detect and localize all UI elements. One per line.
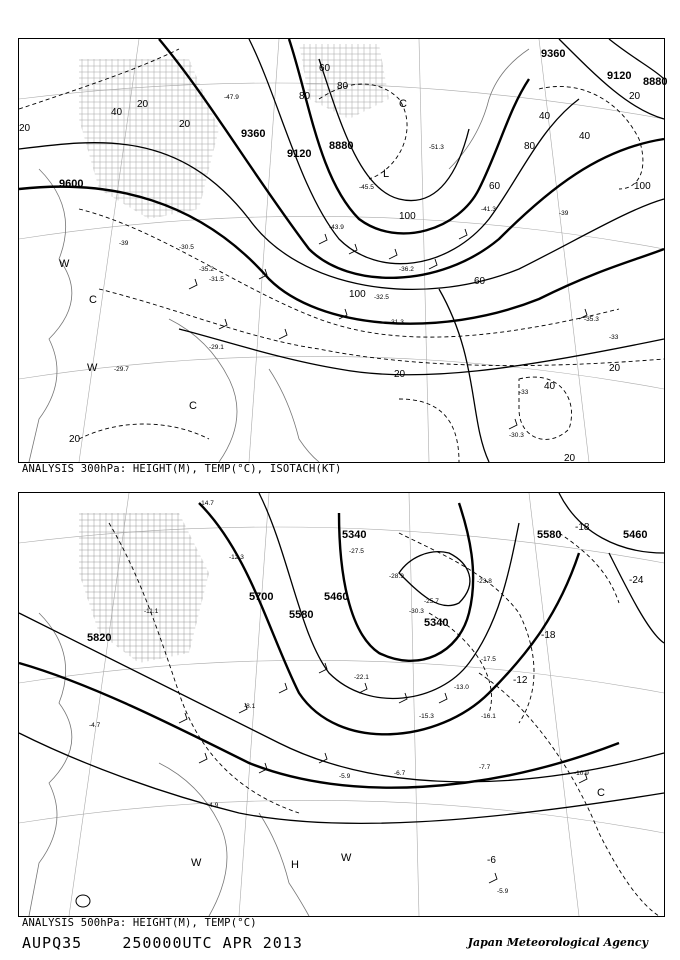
height-label: 9360 [541,48,566,60]
map-300hpa-svg [19,39,668,464]
isotach-label: 20 [629,91,641,102]
height-label: 5340 [342,529,367,541]
high-center-marker: H [291,859,299,871]
low-center-marker: L [383,168,390,180]
temp-label: -47.9 [224,94,239,101]
height-label: 5700 [249,591,274,603]
height-label: 5460 [324,591,349,603]
temp-label: -14.7 [199,500,214,507]
warm-center-marker: W [59,258,70,270]
caption-500hpa: ANALYSIS 500hPa: HEIGHT(M), TEMP(°C) [22,917,257,929]
temp-label: -5.9 [497,888,509,895]
temp-label: -43.9 [329,224,344,231]
isotach-label: 60 [319,63,331,74]
temp-label: -35.2 [199,266,214,273]
isotach-label: 20 [19,123,31,134]
isotach-label: 80 [299,91,311,102]
map-500hpa [18,492,665,917]
isotherm-label: -18 [575,522,590,533]
height-label: 8880 [643,76,668,88]
isotach-label: 20 [137,99,149,110]
temp-label: -15.3 [419,713,434,720]
temp-label: -16.1 [481,713,496,720]
temp-label: -23.8 [477,578,492,585]
temp-label: -30.3 [509,432,524,439]
isotach-label: 100 [349,289,366,300]
isotach-label: 40 [579,131,591,142]
temp-label: -31.5 [209,276,224,283]
isotach-label: 80 [337,81,349,92]
temp-label: -36.2 [399,266,414,273]
temp-label: -4.9 [207,802,219,809]
map-500hpa-svg [19,493,664,916]
temp-label: -41.3 [481,206,496,213]
temp-label: -29.7 [114,366,129,373]
agency-name: Japan Meteorological Agency [467,936,648,949]
isotach-label: 40 [111,107,123,118]
height-label: 9360 [241,128,266,140]
isotherm-label: -24 [629,575,644,586]
cold-center-marker: C [597,787,605,799]
temp-label: -22.1 [354,674,369,681]
temp-label: -39 [119,240,129,247]
isotach-label: 60 [474,276,486,287]
map-300hpa [18,38,668,464]
height-label: 5580 [289,609,314,621]
isotherm-label: -6 [487,855,496,866]
isotach-label: 100 [399,211,416,222]
warm-center-marker: W [191,857,202,869]
temp-label: -25.7 [424,598,439,605]
isotherm-label: -12 [513,675,528,686]
temp-label: -35.3 [584,316,599,323]
temp-label: -51.3 [429,144,444,151]
temp-label: -30.5 [179,244,194,251]
temp-label: -12.3 [229,554,244,561]
height-label: 5460 [623,529,648,541]
temp-label: -5.9 [339,773,351,780]
coastlines [29,44,529,462]
temp-label: -10.9 [574,770,589,777]
height-label: 8880 [329,140,354,152]
bulletin-time: 250000UTC APR 2013 [122,934,303,952]
warm-center-marker: W [87,362,98,374]
isotach-label: 20 [564,453,576,464]
temp-label: -4.7 [89,722,101,729]
height-label: 5820 [87,632,112,644]
height-label: 9120 [607,70,632,82]
temp-label: -13.0 [454,684,469,691]
temp-label: -27.5 [349,548,364,555]
height-label: 5580 [537,529,562,541]
temp-label: -32.5 [374,294,389,301]
wind-barbs [179,663,587,883]
warm-center-marker: W [341,852,352,864]
bulletin-header [22,934,303,952]
isotherm-label: -18 [541,630,556,641]
caption-300hpa: ANALYSIS 300hPa: HEIGHT(M), TEMP(°C), ISOTACH(KT) [22,463,342,475]
isotach-label: 20 [394,369,406,380]
temp-label: -17.5 [481,656,496,663]
isotach-label: 100 [634,181,651,192]
cold-center-marker: C [189,400,197,412]
isotach-label: 60 [489,181,501,192]
cold-center-marker: C [399,98,407,110]
isotach-label: 20 [609,363,621,374]
temp-label: -33 [519,389,529,396]
temp-label: -45.5 [359,184,374,191]
isotach-label: 40 [544,381,556,392]
temp-label: -6.7 [394,770,406,777]
coastlines [29,513,309,916]
height-label: 9600 [59,178,84,190]
isotach-label: 80 [524,141,536,152]
temp-label: -30.3 [409,608,424,615]
isotach-label: 20 [69,434,81,445]
temp-label: -31.3 [389,319,404,326]
cold-center-marker: C [89,294,97,306]
temp-label: -39 [559,210,569,217]
bulletin-code: AUPQ35 [22,934,83,952]
hatched-region [79,59,219,219]
height-label: 9120 [287,148,312,160]
temp-label: -11.1 [144,608,159,615]
temp-label: -33 [609,334,619,341]
height-label: 5340 [424,617,449,629]
station-circle [76,895,90,907]
temp-label: -8.1 [244,703,256,710]
isotach-label: 20 [179,119,191,130]
temp-label: -28.9 [389,573,404,580]
temp-label: -7.7 [479,764,491,771]
temp-label: -29.1 [209,344,224,351]
isotach-label: 40 [539,111,551,122]
